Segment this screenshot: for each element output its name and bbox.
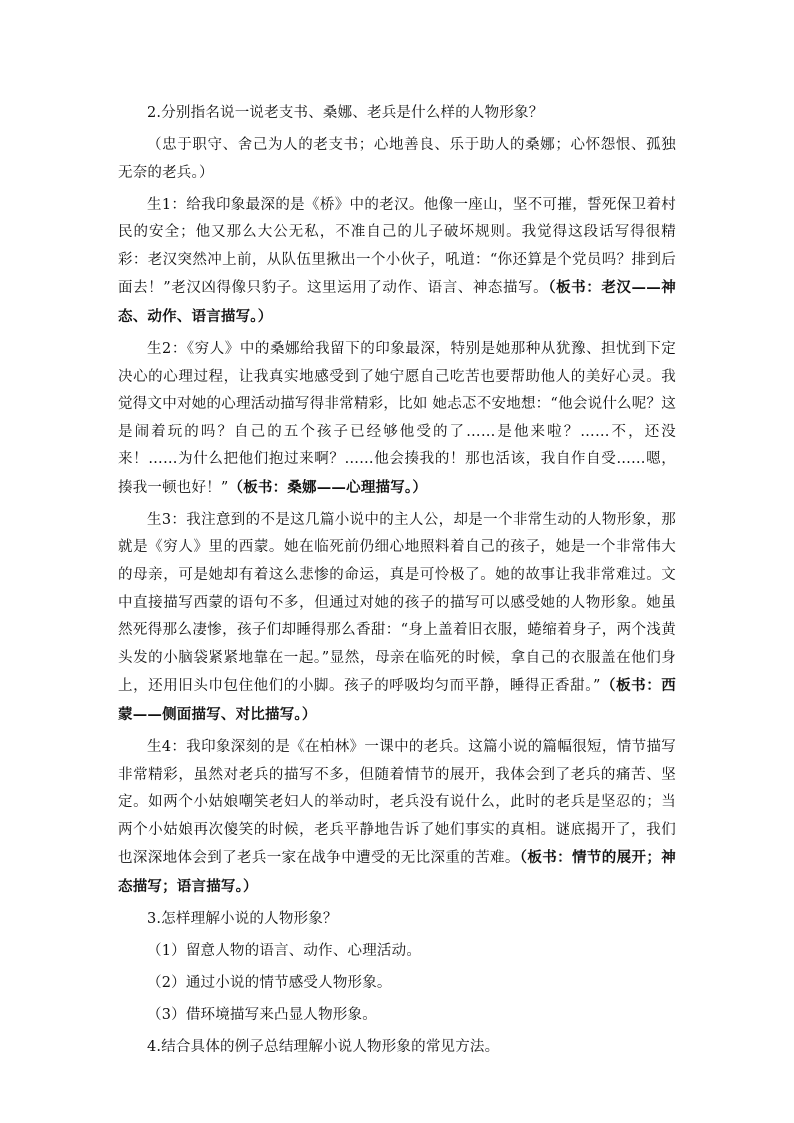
question-2-answer: （忠于职守、舍己为人的老支书；心地善良、乐于助人的桑娜；心怀怨恨、孤独无奈的老兵。） [118, 136, 676, 181]
question-3-point-1: （1）留意人物的语言、动作、心理活动。 [147, 942, 422, 959]
document-body [118, 100, 676, 1066]
student-2-response: 生2：《穷人》中的桑娜给我留下的印象最深，特别是她那种从犹豫、担忧到下定决心的心理过程，让我真实地感受到了她宁愿自己吃苦也要帮助他人的美好心灵。我觉得文中对她的心理活动描写得非常精彩，比如 她忐忑不安地想：“他会说什么呢？这是闹着玩的吗？自己的五个孩子已经够他受的了……是他来啦？……不，还没来！……为什么把他们抱过来啊？……他会揍我的！那也活该，我自作自受……嗯，揍我一顿也好！”（板书：桑娜——心理描写。） [118, 340, 676, 496]
board-note: （板书：西蒙——侧面描写、对比描写。） [118, 677, 676, 724]
student-3-response: 生3：我注意到的不是这几篇小说中的主人公，却是一个非常生动的人物形象，那就是《穷人》里的西蒙。她在临死前仍细心地照料着自己的孩子，她是一个非常伟大的母亲，可是她却有着这么悲惨的命运，真是可怜极了。她的故事让我非常难过。文中直接描写西蒙的语句不多，但通过对她的孩子的描写可以感受她的人物形象。她虽然死得那么凄惨，孩子们却睡得那么香甜：“身上盖着旧衣服，蜷缩着身子，两个浅黄头发的小脑袋紧紧地靠在一起。”显然，母亲在临死的时候，拿自己的衣服盖在他们身上，还用旧头巾包住他们的小脚。孩子的呼吸均匀而平静，睡得正香甜。”（板书：西蒙——侧面描写、对比描写。） [118, 511, 676, 724]
board-note: （板书：老汉——神态、动作、语言描写。） [118, 279, 676, 325]
student-4-response: 生4：我印象深刻的是《在柏林》一课中的老兵。这篇小说的篇幅很短，情节描写非常精彩，虽然对老兵的描写不多，但随着情节的展开，我体会到了老兵的痛苦、坚定。如两个小姑娘嘲笑老妇人的举动时，老兵没有说什么，此时的老兵是坚忍的；当两个小姑娘再次傻笑的时候，老兵平静地告诉了她们事实的真相。谜底揭开了，我们也深深地体会到了老兵一家在战争中遭受的无比深重的苦难。（板书：情节的展开；神态描写；语言描写。） [118, 739, 676, 895]
student-1-response: 生1：给我印象最深的是《桥》中的老汉。他像一座山，坚不可摧，誓死保卫着村民的安全；他又那么大公无私，不准自己的儿子破坏规则。我觉得这段话写得很精彩：老汉突然冲上前，从队伍里揪出一个小伙子，吼道：“你还算是个党员吗？排到后面去！”老汉凶得像只豹子。这里运用了动作、语言、神态描写。（板书：老汉——神态、动作、语言描写。） [118, 196, 676, 325]
question-3: 3.怎样理解小说的人物形象？ [147, 910, 338, 927]
question-3-point-3: （3）借环境描写来凸显人物形象。 [147, 1006, 377, 1023]
question-4: 4.结合具体的例子总结理解小说人物形象的常见方法。 [147, 1038, 500, 1055]
question-3-point-2: （2）通过小说的情节感受人物形象。 [147, 974, 392, 991]
question-2: 2.分别指名说一说老支书、桑娜、老兵是什么样的人物形象？ [147, 105, 544, 121]
board-note: （板书：情节的展开；神态描写；语言描写。） [118, 849, 676, 895]
board-note: （板书：桑娜——心理描写。） [228, 478, 428, 496]
